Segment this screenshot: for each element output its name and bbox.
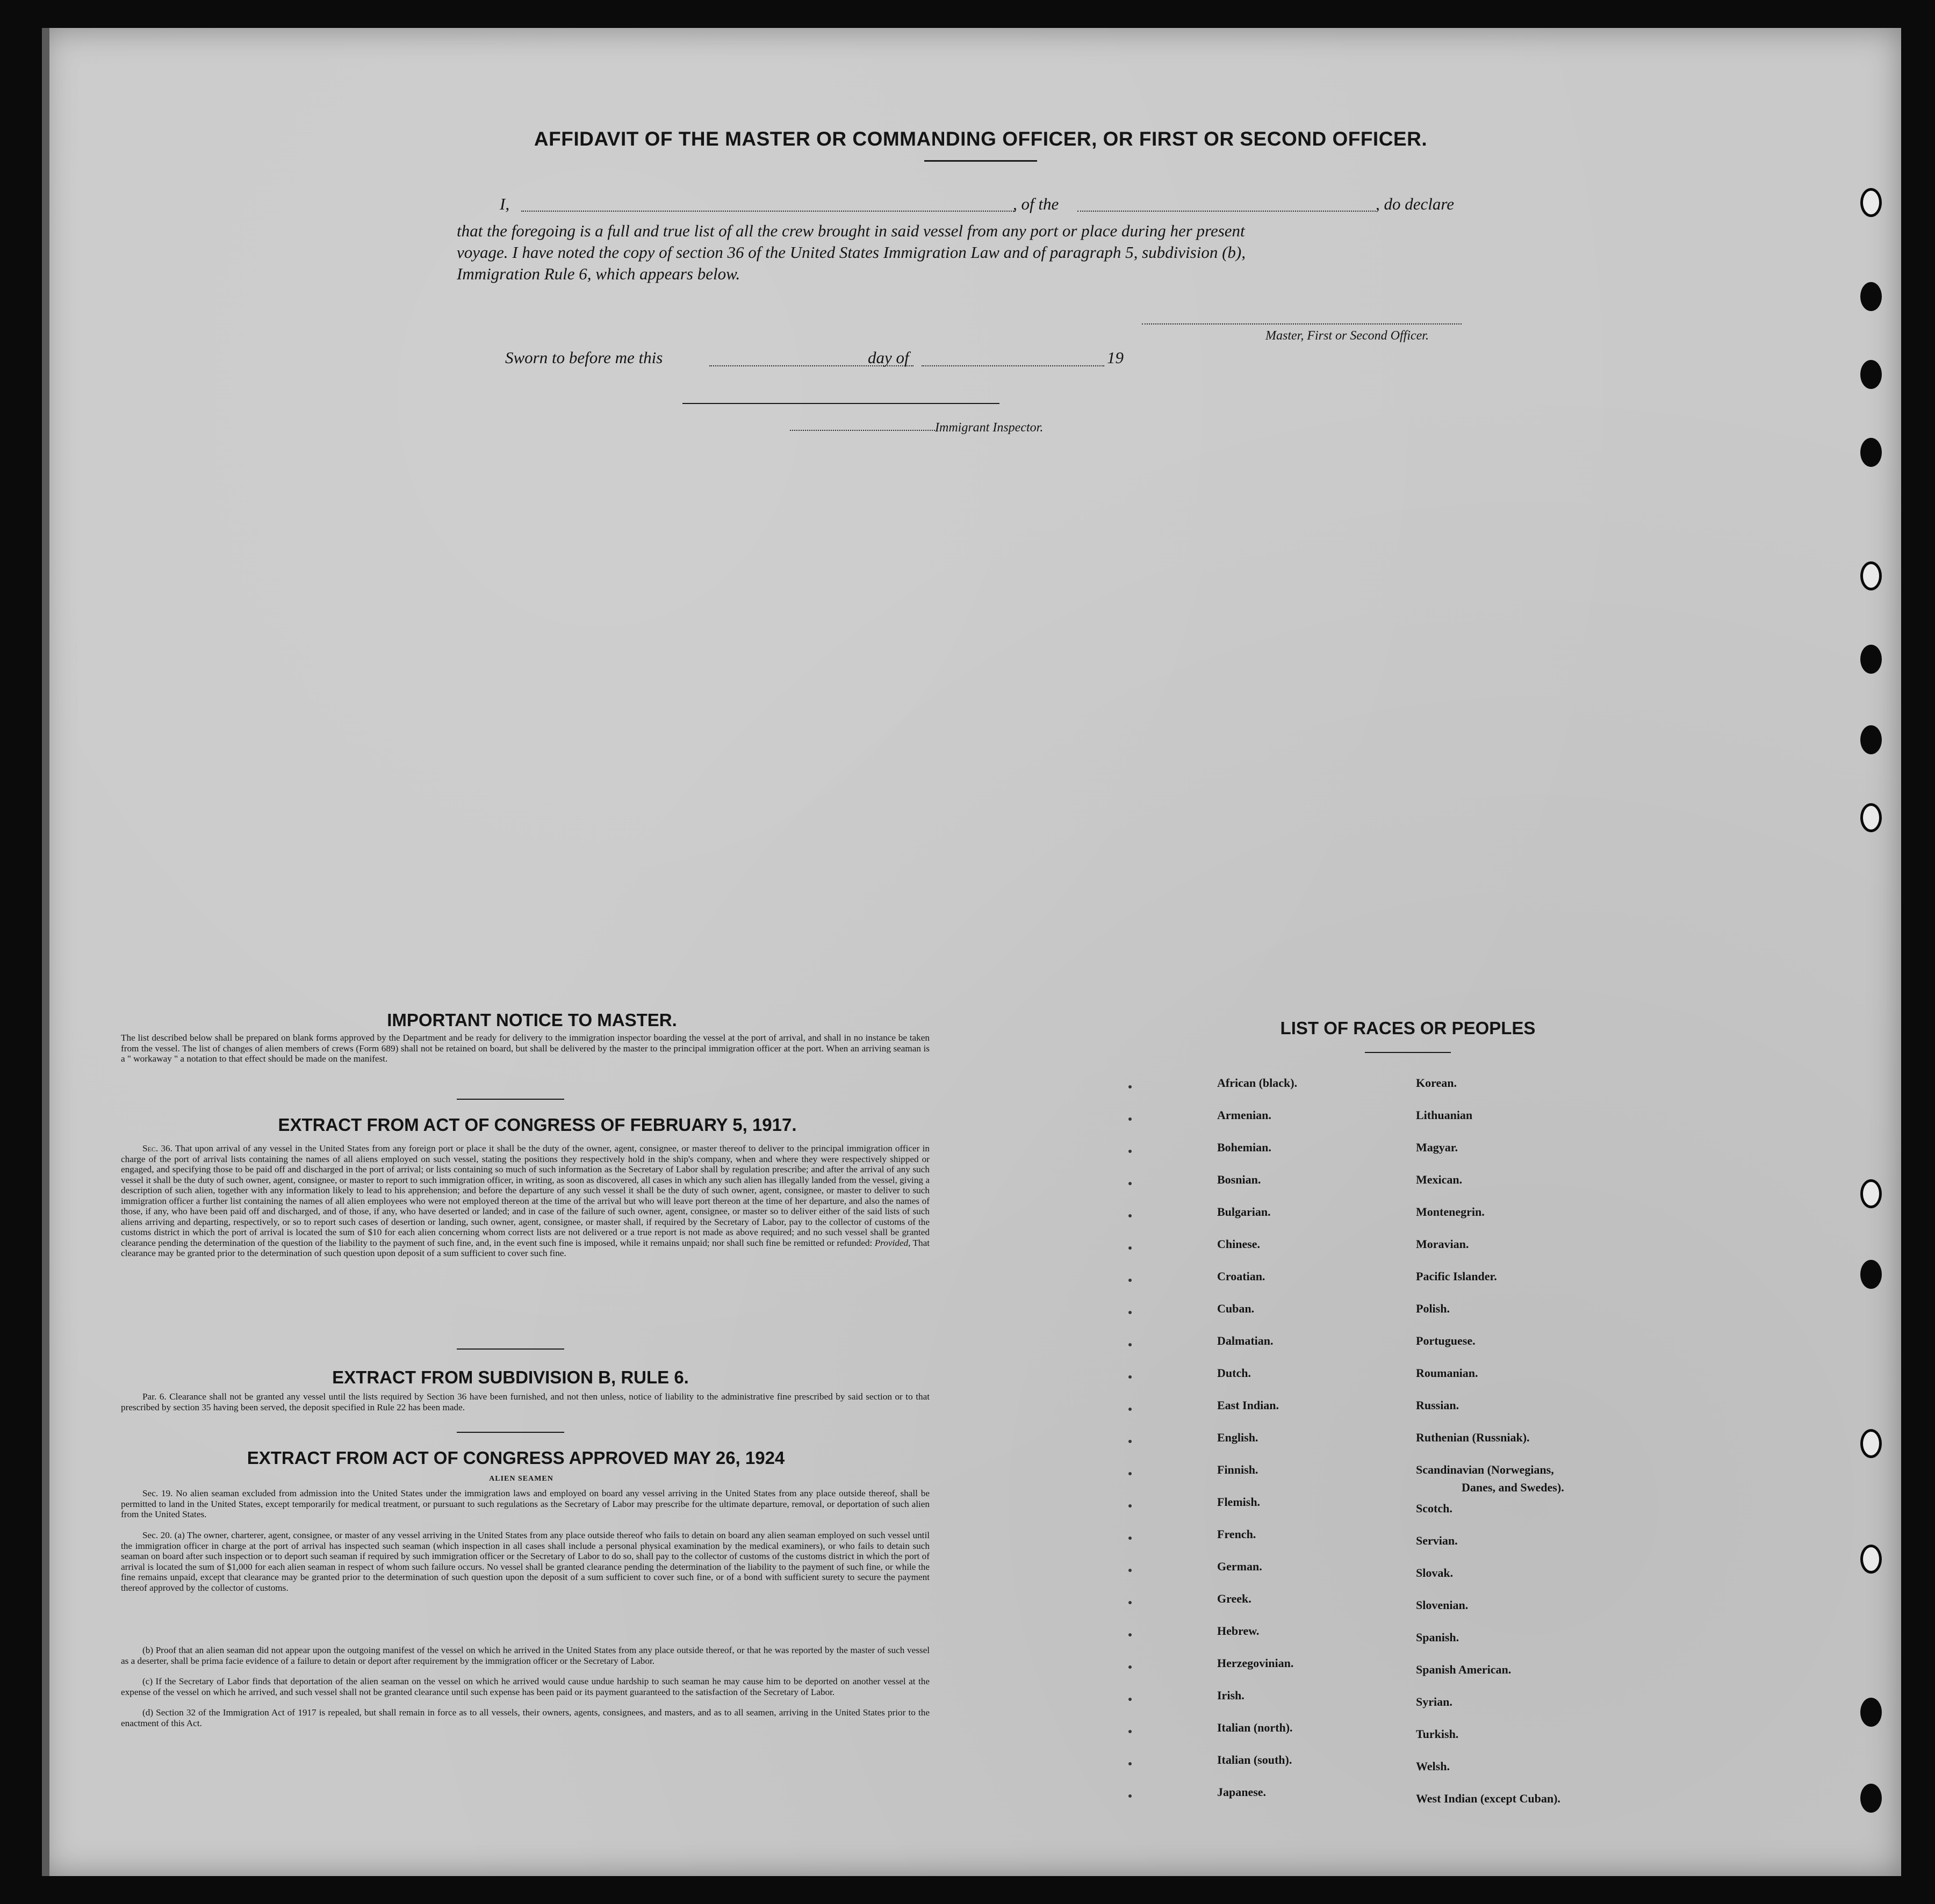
- bullet-mark: [1128, 1698, 1132, 1701]
- bullet-mark: [1128, 1537, 1132, 1540]
- bullet-mark: [1128, 1343, 1132, 1346]
- act1924-sec20a: Sec. 20. (a) The owner, charterer, agent, consignee, or master of any vessel arriving in the United States from any place outside thereof who fails to detain on board any alien seaman employed on such vessel until the immigration officer in charge at the port of arrival has inspected such seaman (which inspection in all cases shall include a personal physical examination by the medical examiners), or who fails to detain such seaman on board after such inspection or to deport such seaman if required by such immigration officer or the Secretary of Labor to do so, shall pay to the collector of customs of the customs district in which the port of arrival is located the sum of $1,000 for each alien seaman in respect of whom such failure occurs. No vessel shall be granted clearance pending the determination of the liability to the payment of such fine, or while the fine remains unpaid, except that clearance may be granted prior to the determination of such question upon the deposit of a sum sufficient to cover such fine, or of a bond with sufficient surety to secure the payment thereof approved by the collector of customs.: [121, 1530, 930, 1593]
- rule6-title: EXTRACT FROM SUBDIVISION B, RULE 6.: [332, 1367, 689, 1387]
- bullet-mark: [1128, 1794, 1132, 1798]
- binder-hole: [1860, 561, 1882, 590]
- sec-36-body: That upon arrival of any vessel in the United States from any foreign port or place it shall be the duty of the owner, agent, consignee, or master thereof to deliver to the principal immigration officer in charge of the port of arrival lists containing the names of all aliens employed on such vessel, stating the positions they respectively hold in the ship's company, when and where they were respectively shipped or engaged, and specifying those to be paid off and discharged in the port of arrival; or lists containing so much of such information as the Secretary of Labor shall by regulation prescribe; and after the arrival of any such vessel it shall be the duty of such owner, agent, consignee, or master to report to such immigration officer, in writing, as soon as discovered, all cases in which any such alien has illegally landed from the vessel, giving a description of such alien, together with any information likely to lead to his apprehension; and before the departure of any such vessel it shall be the duty of such owner, agent, consignee, or master to deliver to such immigration officer a further list containing the names of all alien employees who were not employed thereon at the time of the arrival but who will leave port thereon at the time of her departure, and also the names of those, if any, who have been paid off and discharged, and of those, if any, who have deserted or landed; and in case of the failure of such owner, agent, consignee, or master so to deliver either of the said lists of such aliens arriving and departing, respectively, or so to report such cases of desertion or landing, such owner, agent, consignee, or master shall, if required by the Secretary of Labor, pay to the collector of customs of the customs district in which the port of arrival is located the sum of $10 for each alien concerning whom correct lists are not delivered or a true report is not made as above required; and no such vessel shall be granted clearance pending the determination of the question of the liability to the payment of such fine, and, in the event such fine is imposed, while it remains unpaid; nor shall such fine be remitted or refunded:: [121, 1143, 930, 1248]
- race-item: Japanese.: [1217, 1785, 1267, 1799]
- vessel-name-field[interactable]: [1077, 211, 1376, 212]
- race-item: Ruthenian (Russniak).: [1416, 1431, 1530, 1444]
- bullet-mark: [1128, 1246, 1132, 1250]
- act1924-subtitle: ALIEN SEAMEN: [489, 1475, 553, 1483]
- extract-1917-text: [121, 1143, 930, 1259]
- title-underline: [924, 160, 1037, 162]
- extract-1917-divider: [457, 1348, 564, 1350]
- extract-1917-title: EXTRACT FROM ACT OF CONGRESS OF FEBRUARY 5, 1917.: [278, 1115, 797, 1135]
- inspector-top-line: [682, 403, 999, 404]
- inspector-label: Immigrant Inspector.: [935, 421, 1044, 435]
- race-item: Danes, and Swedes).: [1462, 1481, 1564, 1494]
- master-signature-field[interactable]: [1142, 323, 1462, 324]
- race-item: Russian.: [1416, 1398, 1459, 1412]
- binder-hole: [1860, 360, 1882, 389]
- race-item: Spanish.: [1416, 1631, 1459, 1644]
- race-item: Mexican.: [1416, 1173, 1463, 1186]
- affidavit-title: AFFIDAVIT OF THE MASTER OR COMMANDING OFFICER, OR FIRST OR SECOND OFFICER.: [534, 128, 1428, 150]
- bullet-mark: [1128, 1472, 1132, 1475]
- race-item: Slovenian.: [1416, 1598, 1469, 1612]
- bullet-mark: [1128, 1504, 1132, 1508]
- bullet-mark: [1128, 1569, 1132, 1572]
- binder-hole: [1860, 1179, 1882, 1208]
- document-page: [42, 28, 1901, 1876]
- sworn-month-field[interactable]: [922, 365, 1104, 366]
- sec-36-end: That clearance may be granted prior to the determination of such question upon deposit of a sum sufficient to cover such fine.: [121, 1237, 930, 1258]
- bullet-mark: [1128, 1633, 1132, 1636]
- affidavit-line-4: Immigration Rule 6, which appears below.: [457, 264, 740, 283]
- binder-hole: [1860, 645, 1882, 674]
- race-item: Chinese.: [1217, 1237, 1261, 1251]
- rule6-divider: [457, 1432, 564, 1433]
- sworn-year: 19: [1107, 348, 1124, 367]
- race-item: Cuban.: [1217, 1302, 1255, 1315]
- race-item: Armenian.: [1217, 1108, 1271, 1122]
- races-underline: [1365, 1052, 1451, 1053]
- act1924-sec20b: (b) Proof that an alien seaman did not appear upon the outgoing manifest of the vessel on which he arrived in the United States from any place outside thereof, or that he was reported by the master of such vessel as a deserter, shall be prima facie evidence of a failure to detain or deport after requirement by the immigration officer or the Secretary of Labor.: [121, 1645, 930, 1666]
- affidavit-line-3: voyage. I have noted the copy of section 36 of the United States Immigration Law and of paragraph 5, subdivision (b),: [457, 243, 1246, 262]
- race-item: Herzegovinian.: [1217, 1656, 1294, 1670]
- race-item: Irish.: [1217, 1689, 1245, 1702]
- sec-36-proviso: Provided,: [874, 1237, 911, 1248]
- race-item: Hebrew.: [1217, 1624, 1260, 1638]
- act1924-sec20d: (d) Section 32 of the Immigration Act of 1917 is repealed, but shall remain in force as to all vessels, their owners, agents, consignees, and masters, and as to all seamen, arriving in the United States prior to the enactment of this Act.: [121, 1707, 930, 1728]
- race-item: French.: [1217, 1527, 1256, 1541]
- race-item: Lithuanian: [1416, 1108, 1473, 1122]
- bullet-mark: [1128, 1182, 1132, 1185]
- bullet-mark: [1128, 1279, 1132, 1282]
- bullet-mark: [1128, 1311, 1132, 1314]
- notice-text: The list described below shall be prepared on blank forms approved by the Department and be ready for delivery to the immigration inspector boarding the vessel at the port of arrival, and shall in no instance be taken from the vessel. The list of changes of alien members of crews (Form 689) shall not be retained on board, but shall be delivered by the master to the principal immigration officer at the port. When an arriving seaman is a " workaway " a notation to that effect should be made on the manifest.: [121, 1033, 930, 1064]
- affidavit-do-declare: , do declare: [1376, 194, 1455, 213]
- bullet-mark: [1128, 1601, 1132, 1604]
- race-item: English.: [1217, 1431, 1258, 1444]
- rule6-text: Par. 6. Clearance shall not be granted any vessel until the lists required by Section 36 have been furnished, and not then unless, notice of liability to the administrative fine prescribed by said section or to that prescribed by section 35 having been served, the deposit specified in Rule 22 has been made.: [121, 1391, 930, 1412]
- race-item: Welsh.: [1416, 1759, 1450, 1773]
- master-signature-label: Master, First or Second Officer.: [1265, 329, 1429, 343]
- notice-title: IMPORTANT NOTICE TO MASTER.: [387, 1010, 677, 1030]
- race-item: Servian.: [1416, 1534, 1458, 1547]
- race-item: Montenegrin.: [1416, 1205, 1485, 1218]
- affidavit-line-1: [500, 194, 509, 214]
- sworn-day-of: day of: [868, 348, 909, 367]
- race-item: Syrian.: [1416, 1695, 1452, 1708]
- act1924-sec20c: (c) If the Secretary of Labor finds that deportation of the alien seaman on the vessel on which he arrived would cause undue hardship to such seaman he may cause him to be deported on another vessel at the expense of the vessel on which he arrived, and such vessel shall not be granted clearance until such expense has been paid or its payment guaranteed to the satisfaction of the Secretary of Labor.: [121, 1676, 930, 1697]
- binder-hole: [1860, 803, 1882, 832]
- binder-hole: [1860, 188, 1882, 217]
- race-item: Scandinavian (Norwegians,: [1416, 1463, 1554, 1476]
- races-title: LIST OF RACES OR PEOPLES: [1280, 1018, 1536, 1038]
- affidavit-line-2: that the foregoing is a full and true list of all the crew brought in said vessel from any port or place during her present: [457, 221, 1245, 240]
- race-item: Slovak.: [1416, 1566, 1454, 1580]
- race-item: Moravian.: [1416, 1237, 1469, 1251]
- affidavit-of-the: , of the: [1013, 194, 1059, 213]
- act1924-title: EXTRACT FROM ACT OF CONGRESS APPROVED MAY 26, 1924: [247, 1448, 785, 1468]
- bullet-mark: [1128, 1440, 1132, 1443]
- binder-hole: [1860, 282, 1882, 311]
- race-item: West Indian (except Cuban).: [1416, 1792, 1560, 1805]
- binder-hole: [1860, 1260, 1882, 1289]
- act1924-sec19: Sec. 19. No alien seaman excluded from admission into the United States under the immigration laws and employed on board any vessel arriving in the United States from any place outside thereof, shall be permitted to land in the United States, except temporarily for medical treatment, or pursuant to such regulations as the Secretary of Labor may prescribe for the ultimate departure, removal, or deportation of such alien from the United States.: [121, 1488, 930, 1519]
- race-item: Magyar.: [1416, 1141, 1458, 1154]
- race-item: Spanish American.: [1416, 1663, 1512, 1676]
- race-item: East Indian.: [1217, 1398, 1279, 1412]
- race-item: Bosnian.: [1217, 1173, 1261, 1186]
- bullet-mark: [1128, 1665, 1132, 1669]
- binder-hole: [1860, 725, 1882, 754]
- bullet-mark: [1128, 1214, 1132, 1217]
- race-item: Bohemian.: [1217, 1141, 1271, 1154]
- race-item: Flemish.: [1217, 1495, 1261, 1509]
- race-item: Polish.: [1416, 1302, 1450, 1315]
- race-item: German.: [1217, 1560, 1262, 1573]
- affidavit-i: I,: [500, 194, 510, 213]
- notice-divider: [457, 1099, 564, 1100]
- inspector-signature-field[interactable]: [790, 430, 935, 431]
- bullet-mark: [1128, 1730, 1132, 1733]
- binder-hole: [1860, 1429, 1882, 1458]
- race-item: Bulgarian.: [1217, 1205, 1271, 1218]
- race-item: Scotch.: [1416, 1502, 1452, 1515]
- page-edge: [42, 28, 49, 1876]
- race-item: Dutch.: [1217, 1366, 1251, 1380]
- race-item: Dalmatian.: [1217, 1334, 1274, 1347]
- binder-hole: [1860, 1698, 1882, 1727]
- race-item: African (black).: [1217, 1076, 1298, 1090]
- master-name-field[interactable]: [521, 211, 1016, 212]
- race-item: Korean.: [1416, 1076, 1457, 1090]
- race-item: Finnish.: [1217, 1463, 1258, 1476]
- binder-hole: [1860, 1545, 1882, 1574]
- binder-hole: [1860, 438, 1882, 467]
- race-item: Croatian.: [1217, 1270, 1265, 1283]
- race-item: Turkish.: [1416, 1727, 1459, 1741]
- bullet-mark: [1128, 1150, 1132, 1153]
- binder-hole: [1860, 1784, 1882, 1813]
- race-item: Greek.: [1217, 1592, 1251, 1605]
- race-item: Italian (south).: [1217, 1753, 1292, 1766]
- bullet-mark: [1128, 1762, 1132, 1765]
- race-item: Italian (north).: [1217, 1721, 1293, 1734]
- race-item: Portuguese.: [1416, 1334, 1476, 1347]
- bullet-mark: [1128, 1408, 1132, 1411]
- sworn-text: Sworn to before me this: [505, 348, 663, 367]
- bullet-mark: [1128, 1375, 1132, 1379]
- race-item: Pacific Islander.: [1416, 1270, 1497, 1283]
- bullet-mark: [1128, 1085, 1132, 1088]
- race-item: Roumanian.: [1416, 1366, 1478, 1380]
- bullet-mark: [1128, 1117, 1132, 1121]
- sec-36-label: Sec. 36.: [142, 1143, 172, 1153]
